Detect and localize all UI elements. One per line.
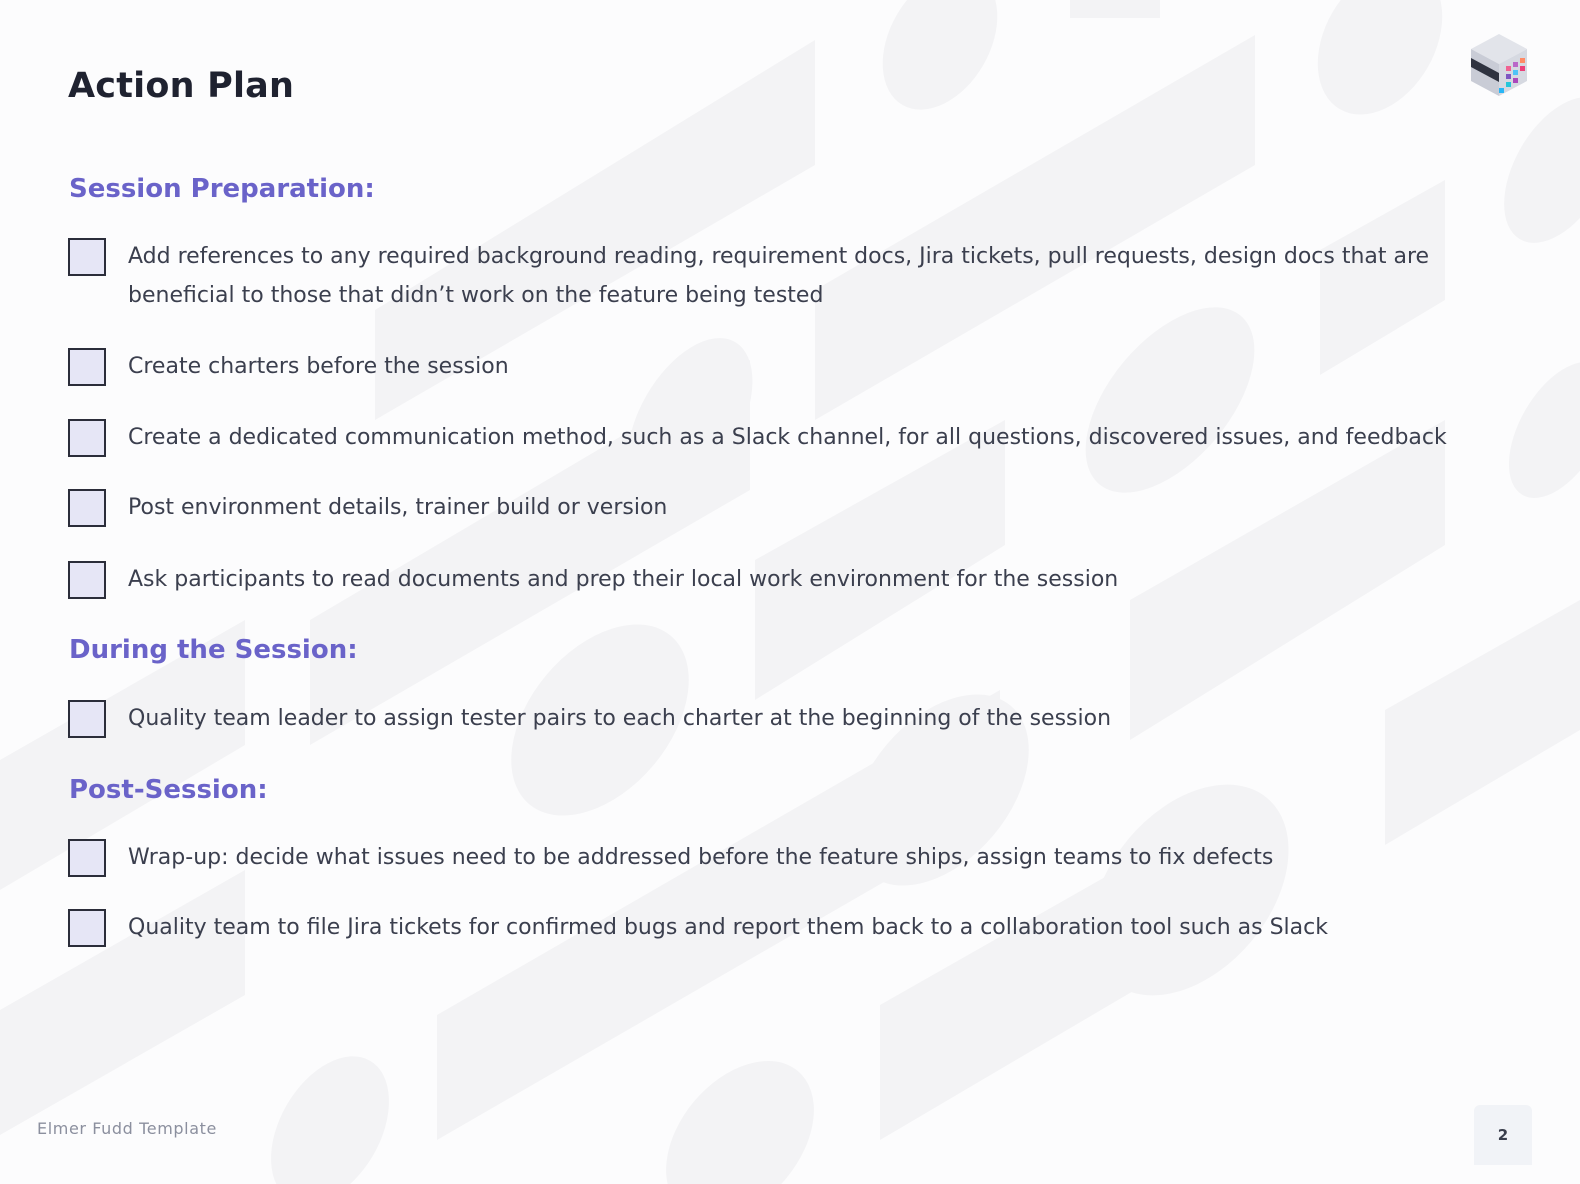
slide-title: Action Plan bbox=[68, 66, 295, 106]
checkbox[interactable] bbox=[68, 561, 106, 599]
cube-logo-icon bbox=[1466, 30, 1532, 100]
list-item bbox=[68, 700, 1111, 738]
list-item bbox=[68, 348, 509, 386]
section-heading-during: During the Session: bbox=[69, 635, 358, 665]
item-text: Wrap-up: decide what issues need to be addressed before the feature ships, assign teams to fix defects bbox=[128, 845, 1274, 870]
item-text: Create a dedicated communication method, such as a Slack channel, for all questions, discovered issues, and feedback bbox=[128, 425, 1447, 450]
checkbox[interactable] bbox=[68, 839, 106, 877]
checkbox[interactable] bbox=[68, 489, 106, 527]
item-text: Add references to any required background reading, requirement docs, Jira tickets, pull requests, design docs that are beneficial to those that didn’t work on the feature being tested bbox=[128, 244, 1430, 308]
checkbox[interactable] bbox=[68, 909, 106, 947]
item-text: Create charters before the session bbox=[128, 354, 509, 379]
checkbox[interactable] bbox=[68, 419, 106, 457]
section-heading-preparation: Session Preparation: bbox=[69, 174, 375, 204]
checkbox[interactable] bbox=[68, 700, 106, 738]
item-text: Post environment details, trainer build or version bbox=[128, 495, 668, 520]
footer-template-name: Elmer Fudd Template bbox=[37, 1119, 217, 1138]
item-text: Ask participants to read documents and prep their local work environment for the session bbox=[128, 567, 1119, 592]
item-text: Quality team leader to assign tester pairs to each charter at the beginning of the session bbox=[128, 706, 1112, 731]
checkbox[interactable] bbox=[68, 238, 106, 276]
page-number: 2 bbox=[1474, 1105, 1532, 1165]
list-item bbox=[68, 489, 667, 527]
checkbox[interactable] bbox=[68, 348, 106, 386]
list-item bbox=[68, 909, 1328, 947]
section-heading-post: Post-Session: bbox=[69, 775, 268, 805]
list-item bbox=[68, 238, 1468, 315]
item-text: Quality team to file Jira tickets for confirmed bugs and report them back to a collaboration tool such as Slack bbox=[128, 915, 1328, 940]
list-item bbox=[68, 839, 1273, 877]
list-item bbox=[68, 419, 1447, 457]
list-item bbox=[68, 561, 1118, 599]
